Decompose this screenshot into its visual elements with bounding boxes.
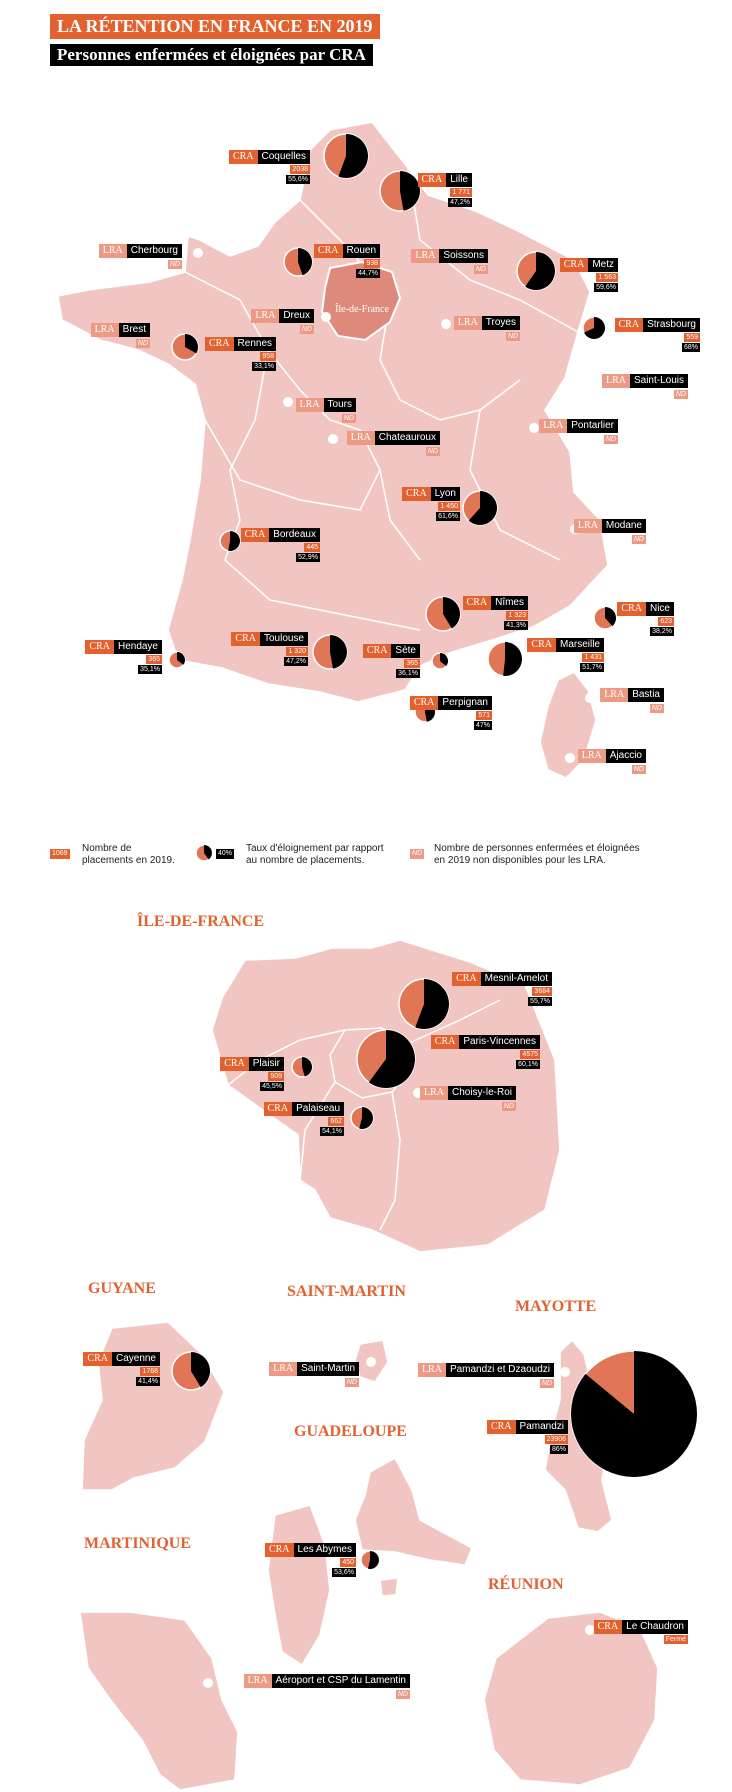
label-type: LRA bbox=[454, 316, 482, 330]
label-lille bbox=[418, 173, 472, 207]
label-type: CRA bbox=[452, 972, 481, 986]
legend-num-swatch: 1069 bbox=[50, 849, 70, 859]
label-name: Soissons bbox=[439, 249, 488, 263]
label-type: CRA bbox=[487, 1420, 516, 1434]
label-placements: 1 323 bbox=[508, 612, 526, 619]
label-note: ND bbox=[633, 766, 644, 773]
label-note: ND bbox=[633, 536, 644, 543]
label-rate: 51,7% bbox=[582, 664, 602, 671]
label-rate: 60,1% bbox=[518, 1061, 538, 1068]
label-type: LRA bbox=[91, 323, 119, 337]
label-placements: 958 bbox=[262, 353, 274, 360]
pie-marker-strasbourg bbox=[583, 317, 605, 339]
label-rate: 52,9% bbox=[298, 554, 318, 561]
label-name: Marseille bbox=[556, 638, 604, 652]
label-rate: 68% bbox=[683, 344, 698, 351]
label-rate: 35,1% bbox=[140, 666, 160, 673]
label-type: LRA bbox=[251, 309, 279, 323]
legend bbox=[0, 843, 732, 873]
label-note: ND bbox=[475, 266, 486, 273]
idf-map-label: Île-de-France bbox=[335, 304, 389, 315]
dot-marker-bastia bbox=[585, 693, 595, 703]
pie-marker-coquelles bbox=[324, 134, 368, 178]
label-type: CRA bbox=[205, 337, 234, 351]
label-name: Paris-Vincennes bbox=[459, 1035, 540, 1049]
label-type: CRA bbox=[463, 596, 492, 610]
label-type: CRA bbox=[402, 487, 431, 501]
label-rate: 38,2% bbox=[652, 628, 672, 635]
label-name: Cherbourg bbox=[127, 244, 182, 258]
label-type: CRA bbox=[229, 150, 258, 164]
label-rate: 55,7% bbox=[530, 998, 550, 1005]
label-bordeaux bbox=[241, 528, 320, 562]
label-name: Strasbourg bbox=[643, 318, 700, 332]
label-name: Coquelles bbox=[258, 150, 310, 164]
label-name: Bastia bbox=[628, 688, 664, 702]
label-name: Pontarlier bbox=[567, 419, 618, 433]
label-name: Nice bbox=[646, 602, 674, 616]
main-title: LA RÉTENTION EN FRANCE EN 2019 bbox=[50, 14, 380, 39]
label-placements: 1 771 bbox=[452, 189, 470, 196]
legend-nd-swatch: ND bbox=[410, 849, 424, 859]
label-type: CRA bbox=[617, 602, 646, 616]
label-perpignan bbox=[410, 696, 492, 730]
label-placements: 1 320 bbox=[288, 648, 306, 655]
dot-marker-brest bbox=[71, 328, 81, 338]
label-note: ND bbox=[507, 333, 518, 340]
label-name: Perpignan bbox=[438, 696, 492, 710]
label-rouen bbox=[314, 244, 380, 278]
label-placements: 365 bbox=[406, 660, 418, 667]
label-pamandzi bbox=[487, 1420, 568, 1454]
label-lamentin bbox=[244, 1674, 410, 1699]
label-placements: 509 bbox=[270, 1073, 282, 1080]
label-type: LRA bbox=[420, 1086, 448, 1100]
pie-marker-palaiseau bbox=[351, 1107, 373, 1129]
legend-pct-text-1: Taux d'éloignement par rapport bbox=[246, 843, 384, 854]
label-type: LRA bbox=[269, 1362, 297, 1376]
label-bastia bbox=[600, 688, 664, 713]
main-subtitle: Personnes enfermées et éloignées par CRA bbox=[50, 44, 373, 66]
guadeloupe-grande-terre-map bbox=[355, 1458, 472, 1565]
region-title-guyane: GUYANE bbox=[88, 1280, 156, 1297]
label-saint-louis bbox=[602, 374, 688, 399]
pie-marker-sete bbox=[432, 653, 448, 669]
label-name: Plaisir bbox=[249, 1057, 284, 1071]
label-type: LRA bbox=[296, 398, 324, 412]
pie-marker-cayenne bbox=[172, 1352, 210, 1390]
label-sete bbox=[363, 644, 420, 678]
label-coquelles bbox=[229, 150, 310, 184]
label-type: CRA bbox=[220, 1057, 249, 1071]
legend-num-text-2: placements en 2019. bbox=[82, 855, 175, 866]
label-name: Rouen bbox=[343, 244, 380, 258]
label-note: Fermé bbox=[665, 1636, 686, 1643]
label-type: LRA bbox=[411, 249, 439, 263]
label-cayenne bbox=[83, 1352, 160, 1386]
label-type: CRA bbox=[410, 696, 439, 710]
label-type: CRA bbox=[615, 318, 644, 332]
label-note: ND bbox=[346, 1379, 357, 1386]
label-placements: 445 bbox=[306, 544, 318, 551]
label-name: Les Abymes bbox=[294, 1543, 356, 1557]
dot-marker-chateauroux bbox=[328, 434, 338, 444]
label-placements: 1768 bbox=[142, 1368, 158, 1375]
pie-marker-lyon bbox=[463, 491, 497, 525]
label-rate: 44,7% bbox=[358, 270, 378, 277]
pie-marker-rennes bbox=[172, 334, 198, 360]
label-rate: 61,6% bbox=[438, 513, 458, 520]
pie-marker-plaisir bbox=[292, 1057, 312, 1077]
label-name: Saint-Louis bbox=[630, 374, 688, 388]
label-name: Choisy-le-Roi bbox=[448, 1086, 516, 1100]
label-marseille bbox=[527, 638, 604, 672]
pie-marker-les-abymes bbox=[361, 1551, 379, 1569]
label-metz bbox=[560, 258, 618, 292]
label-note: ND bbox=[675, 391, 686, 398]
label-rate: 55,6% bbox=[288, 176, 308, 183]
pie-marker-toulouse bbox=[313, 635, 347, 669]
pie-marker-nimes bbox=[426, 597, 460, 631]
dot-marker-pamandzi-dzaoudzi bbox=[560, 1367, 570, 1377]
label-name: Aéroport et CSP du Lamentin bbox=[272, 1674, 410, 1688]
pie-marker-marseille bbox=[488, 642, 522, 676]
label-type: CRA bbox=[231, 632, 260, 646]
label-name: Rennes bbox=[234, 337, 276, 351]
label-note: ND bbox=[343, 415, 354, 422]
label-placements: 571 bbox=[478, 712, 490, 719]
label-toulouse bbox=[231, 632, 308, 666]
label-rate: 47,2% bbox=[450, 199, 470, 206]
label-name: Sète bbox=[391, 644, 420, 658]
label-placements: 3684 bbox=[534, 988, 550, 995]
dot-marker-saint-louis bbox=[584, 377, 594, 387]
label-rate: 86% bbox=[551, 1446, 566, 1453]
label-type: CRA bbox=[314, 244, 343, 258]
label-name: Nîmes bbox=[491, 596, 528, 610]
region-title-guadeloupe: GUADELOUPE bbox=[294, 1423, 407, 1440]
label-placements: 1 563 bbox=[598, 274, 616, 281]
pie-marker-paris-vincennes bbox=[357, 1030, 415, 1088]
label-rennes bbox=[205, 337, 276, 371]
label-type: CRA bbox=[431, 1035, 460, 1049]
label-type: LRA bbox=[418, 1363, 446, 1377]
label-brest bbox=[91, 323, 150, 348]
guadeloupe-map bbox=[268, 1505, 330, 1665]
label-placements: 2038 bbox=[292, 166, 308, 173]
label-placements: 23906 bbox=[546, 1436, 566, 1443]
label-rate: 33,1% bbox=[254, 363, 274, 370]
region-title-reunion: RÉUNION bbox=[488, 1576, 564, 1593]
label-name: Mesnil-Amelot bbox=[481, 972, 552, 986]
label-placements: 450 bbox=[342, 1559, 354, 1566]
label-pamandzi-dzaoudzi bbox=[418, 1363, 554, 1388]
label-lyon bbox=[402, 487, 460, 521]
label-dreux bbox=[251, 309, 314, 334]
label-rate: 59,6% bbox=[596, 284, 616, 291]
legend-nd-text-1: Nombre de personnes enfermées et éloignées bbox=[434, 843, 640, 854]
dot-marker-tours bbox=[283, 397, 293, 407]
pie-marker-bordeaux bbox=[220, 531, 240, 551]
label-note: ND bbox=[427, 448, 438, 455]
label-name: Troyes bbox=[482, 316, 520, 330]
label-placements: 559 bbox=[686, 334, 698, 341]
label-choisy-le-roi bbox=[420, 1086, 516, 1111]
label-troyes bbox=[454, 316, 520, 341]
pie-marker-metz bbox=[517, 252, 555, 290]
dot-marker-troyes bbox=[441, 319, 451, 329]
label-name: Dreux bbox=[279, 309, 314, 323]
dot-marker-pontarlier bbox=[529, 423, 539, 433]
label-rate: 54,1% bbox=[322, 1128, 342, 1135]
label-name: Toulouse bbox=[260, 632, 308, 646]
label-name: Tours bbox=[324, 398, 356, 412]
label-name: Pamandzi et Dzaoudzi bbox=[446, 1363, 554, 1377]
dot-marker-cherbourg bbox=[193, 248, 203, 258]
dot-marker-ajaccio bbox=[565, 753, 575, 763]
label-name: Cayenne bbox=[112, 1352, 160, 1366]
label-type: CRA bbox=[85, 640, 114, 654]
label-note: ND bbox=[503, 1103, 514, 1110]
label-type: CRA bbox=[241, 528, 270, 542]
label-rate: 36,1% bbox=[398, 670, 418, 677]
label-name: Le Chaudron bbox=[622, 1620, 688, 1634]
label-type: LRA bbox=[574, 519, 602, 533]
label-tours bbox=[296, 398, 356, 423]
dot-marker-saint-martin bbox=[366, 1357, 376, 1367]
pie-marker-hendaye bbox=[169, 652, 185, 668]
dot-marker-lamentin bbox=[203, 1678, 213, 1688]
pie-marker-pamandzi bbox=[571, 1351, 697, 1477]
pie-marker-rouen bbox=[284, 248, 312, 276]
label-placements: 1 450 bbox=[440, 503, 458, 510]
label-name: Palaiseau bbox=[292, 1102, 344, 1116]
label-type: CRA bbox=[83, 1352, 112, 1366]
label-name: Chateauroux bbox=[375, 431, 440, 445]
label-modane bbox=[574, 519, 646, 544]
label-name: Bordeaux bbox=[269, 528, 320, 542]
label-note: ND bbox=[651, 705, 662, 712]
region-title-martinique: MARTINIQUE bbox=[84, 1535, 191, 1552]
label-placements: 938 bbox=[366, 260, 378, 267]
pie-expelled-slice bbox=[503, 642, 522, 676]
pie-marker-mesnil-amelot bbox=[399, 979, 449, 1029]
label-type: CRA bbox=[418, 173, 447, 187]
legend-pct-text-2: au nombre de placements. bbox=[246, 855, 365, 866]
label-paris-vincennes bbox=[431, 1035, 540, 1069]
legend-nd-text-2: en 2019 non disponibles pour les LRA. bbox=[434, 855, 606, 866]
region-title-mayotte: MAYOTTE bbox=[515, 1298, 597, 1315]
label-rate: 41,3% bbox=[506, 622, 526, 629]
guyane-map bbox=[82, 1322, 224, 1490]
label-rate: 45,5% bbox=[262, 1083, 282, 1090]
region-title-saint-martin: SAINT-MARTIN bbox=[287, 1283, 406, 1300]
label-type: CRA bbox=[527, 638, 556, 652]
label-rate: 41,4% bbox=[138, 1378, 158, 1385]
label-name: Metz bbox=[588, 258, 618, 272]
label-type: LRA bbox=[539, 419, 567, 433]
label-nice bbox=[617, 602, 674, 636]
label-placements: 623 bbox=[660, 618, 672, 625]
pie-marker-lille bbox=[380, 171, 420, 211]
label-note: ND bbox=[541, 1380, 552, 1387]
label-soissons bbox=[411, 249, 488, 274]
label-hendaye bbox=[85, 640, 162, 674]
label-placements: 1 431 bbox=[584, 654, 602, 661]
label-note: ND bbox=[397, 1691, 408, 1698]
pie-marker-nice bbox=[594, 607, 616, 629]
label-type: LRA bbox=[99, 244, 127, 258]
label-type: CRA bbox=[594, 1620, 623, 1634]
label-type: LRA bbox=[602, 374, 630, 388]
label-le-chaudron bbox=[594, 1620, 688, 1644]
label-name: Lille bbox=[446, 173, 472, 187]
label-nimes bbox=[463, 596, 528, 630]
label-mesnil-amelot bbox=[452, 972, 552, 1006]
label-chateauroux bbox=[347, 431, 440, 456]
label-type: CRA bbox=[363, 644, 392, 658]
label-name: Brest bbox=[119, 323, 150, 337]
label-note: ND bbox=[169, 261, 180, 268]
label-pontarlier bbox=[539, 419, 618, 444]
label-name: Lyon bbox=[431, 487, 460, 501]
label-type: CRA bbox=[265, 1543, 294, 1557]
legend-num-text-1: Nombre de bbox=[82, 843, 132, 854]
label-note: ND bbox=[137, 340, 148, 347]
label-ajaccio bbox=[578, 749, 646, 774]
label-saint-martin bbox=[269, 1362, 359, 1387]
label-placements: 4575 bbox=[522, 1051, 538, 1058]
legend-pct-swatch: 40% bbox=[216, 849, 234, 859]
france-mainland-map bbox=[58, 122, 608, 778]
label-name: Ajaccio bbox=[606, 749, 646, 763]
label-note: ND bbox=[605, 436, 616, 443]
label-plaisir bbox=[220, 1057, 284, 1091]
label-name: Pamandzi bbox=[516, 1420, 568, 1434]
label-name: Modane bbox=[602, 519, 646, 533]
label-les-abymes bbox=[265, 1543, 356, 1577]
label-type: LRA bbox=[347, 431, 375, 445]
label-palaiseau bbox=[264, 1102, 344, 1136]
label-rate: 53,6% bbox=[334, 1569, 354, 1576]
label-type: CRA bbox=[264, 1102, 293, 1116]
label-type: LRA bbox=[600, 688, 628, 702]
martinique-map bbox=[80, 1612, 238, 1790]
label-name: Hendaye bbox=[114, 640, 162, 654]
label-note: ND bbox=[301, 326, 312, 333]
label-strasbourg bbox=[615, 318, 700, 352]
dot-marker-dreux bbox=[321, 312, 331, 322]
label-rate: 47% bbox=[475, 722, 490, 729]
label-type: CRA bbox=[560, 258, 589, 272]
label-type: LRA bbox=[244, 1674, 272, 1688]
label-rate: 47,2% bbox=[286, 658, 306, 665]
region-title-idf: ÎLE-DE-FRANCE bbox=[137, 913, 265, 930]
label-cherbourg bbox=[99, 244, 182, 269]
label-name: Saint-Martin bbox=[297, 1362, 359, 1376]
label-placements: 662 bbox=[330, 1118, 342, 1125]
label-type: LRA bbox=[578, 749, 606, 763]
label-placements: 365 bbox=[148, 656, 160, 663]
